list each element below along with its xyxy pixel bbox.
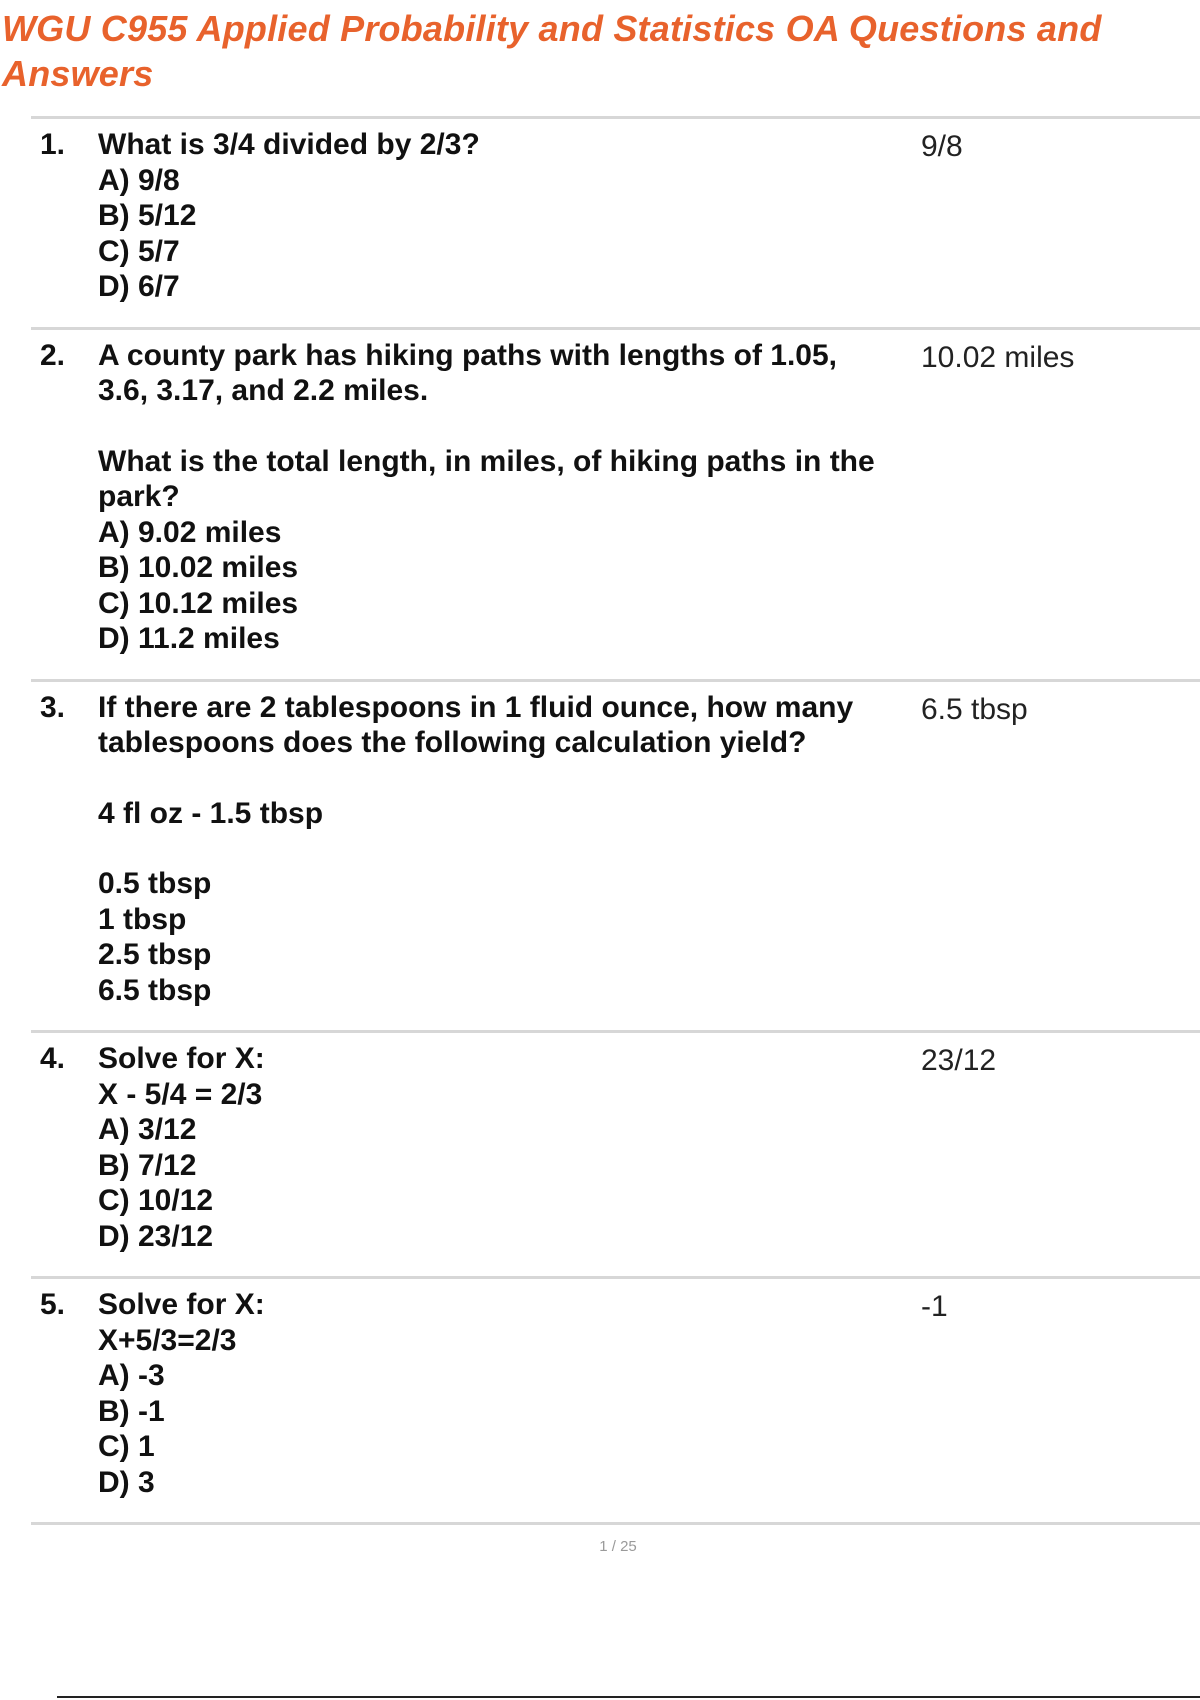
question-line: B) 7/12 — [98, 1148, 197, 1182]
question-line: 3.6, 3.17, and 2.2 miles. — [98, 374, 429, 407]
question-line: C) 10.12 miles — [98, 586, 299, 620]
question-line: B) -1 — [98, 1394, 165, 1428]
page-indicator: 1 / 25 — [599, 1538, 637, 1555]
question-line: What is 3/4 divided by 2/3? — [98, 128, 480, 161]
question-row — [31, 1030, 1200, 1276]
question-line: C) 5/7 — [98, 234, 180, 268]
question-line: Solve for X: — [98, 1042, 265, 1075]
question-line: C) 1 — [98, 1430, 155, 1463]
question-line: B) 10.02 miles — [98, 551, 299, 584]
question-blank-line — [98, 761, 938, 796]
question-line: 4 fl oz - 1.5 tbsp — [98, 796, 324, 830]
question-number: 1. — [40, 128, 66, 161]
question-row — [31, 327, 1200, 679]
question-line: What is the total length, in miles, of hiking paths in the — [98, 444, 875, 478]
question-text — [98, 338, 938, 657]
question-line: 1 tbsp — [98, 902, 187, 936]
question-text — [98, 690, 938, 1009]
question-line: 2.5 tbsp — [98, 938, 212, 971]
question-line: 6.5 tbsp — [98, 973, 212, 1007]
question-line: If there are 2 tablespoons in 1 fluid ounce, how many — [98, 690, 854, 724]
question-number: 2. — [40, 338, 66, 372]
question-answer-list — [31, 116, 1200, 1525]
question-line: A county park has hiking paths with lengths of 1.05, — [98, 338, 837, 372]
question-line: X+5/3=2/3 — [98, 1323, 237, 1357]
question-line: park? — [98, 480, 180, 513]
question-line: D) 11.2 miles — [98, 622, 280, 655]
question-number: 5. — [40, 1288, 66, 1321]
question-line: C) 10/12 — [98, 1184, 214, 1217]
question-row — [31, 116, 1200, 327]
footer-divider — [57, 1696, 1200, 1698]
question-line: A) 9/8 — [98, 163, 180, 197]
question-blank-line — [98, 831, 938, 866]
question-line: A) 9.02 miles — [98, 515, 282, 549]
question-line: tablespoons does the following calculation yield? — [98, 726, 807, 759]
answer-text: 9/8 — [921, 130, 963, 163]
question-line: D) 23/12 — [98, 1219, 214, 1253]
question-line: D) 6/7 — [98, 270, 180, 303]
document-title: WGU C955 Applied Probability and Statistics OA Questions and Answers — [2, 8, 1102, 94]
answer-text: 23/12 — [921, 1044, 997, 1077]
question-line: B) 5/12 — [98, 199, 197, 232]
question-row — [31, 1276, 1200, 1525]
question-row — [31, 679, 1200, 1031]
question-number: 4. — [40, 1042, 66, 1075]
question-line: A) -3 — [98, 1359, 165, 1392]
question-line: A) 3/12 — [98, 1113, 197, 1146]
question-text — [98, 1287, 938, 1500]
question-blank-line — [98, 409, 938, 444]
question-line: Solve for X: — [98, 1288, 265, 1321]
answer-text: -1 — [921, 1290, 948, 1323]
question-text — [98, 1041, 938, 1254]
answer-text: 6.5 tbsp — [921, 692, 1028, 726]
question-number: 3. — [40, 690, 66, 724]
question-line: X - 5/4 = 2/3 — [98, 1077, 263, 1111]
answer-text: 10.02 miles — [921, 340, 1075, 374]
question-text — [98, 127, 938, 305]
question-line: D) 3 — [98, 1465, 155, 1499]
question-line: 0.5 tbsp — [98, 867, 212, 900]
